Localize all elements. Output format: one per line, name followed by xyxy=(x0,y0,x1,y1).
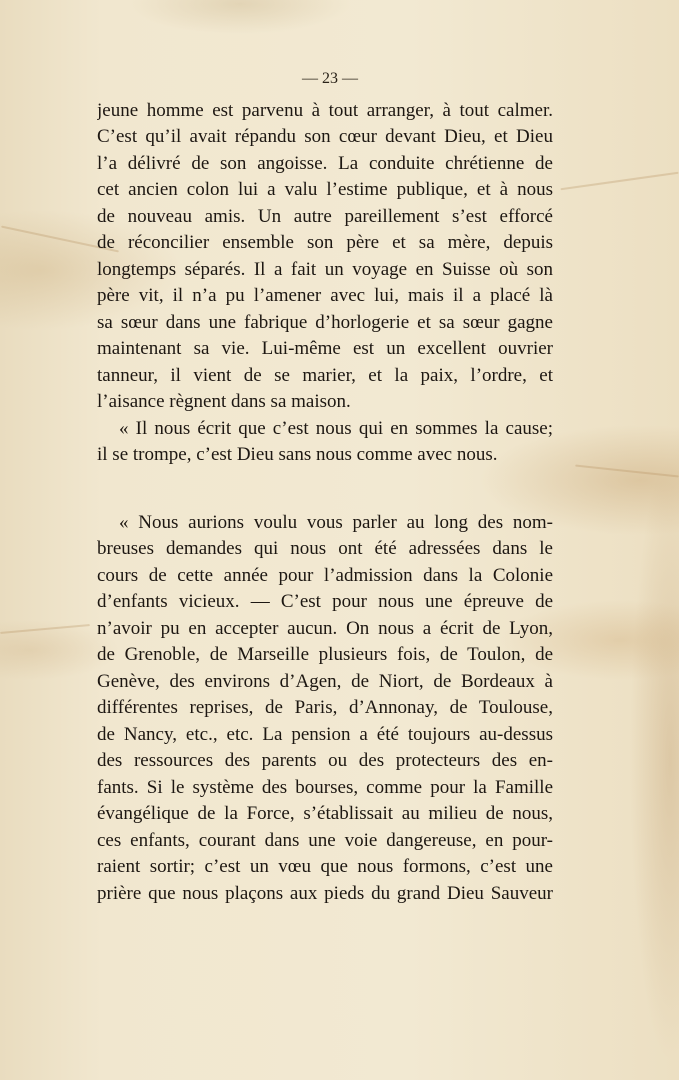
text-line: maintenant sa vie. Lui-même est un excellent ouvrier xyxy=(97,338,553,359)
text-line: prière que nous plaçons aux pieds du grand Dieu Sauveur xyxy=(97,883,553,904)
text-line: père vit, il n’a pu l’amener avec lui, mais il a placé là xyxy=(97,285,553,306)
text-line: différentes reprises, de Paris, d’Annonay, de Toulouse, xyxy=(97,697,553,718)
text-line: de réconcilier ensemble son père et sa mère, depuis xyxy=(97,232,553,253)
page-number: — 23 — xyxy=(302,70,358,87)
text-line: longtemps séparés. Il a fait un voyage en Suisse où son xyxy=(97,259,553,280)
text-line: de Nancy, etc., etc. La pension a été toujours au-dessus xyxy=(97,724,553,745)
text-line: C’est qu’il avait répandu son cœur devant Dieu, et Dieu xyxy=(97,126,553,147)
text-line: des ressources des parents ou des protecteurs des en- xyxy=(97,750,553,771)
text-line: l’a délivré de son angoisse. La conduite chrétienne de xyxy=(97,153,553,174)
text-line: cours de cette année pour l’admission dans la Colonie xyxy=(97,565,553,586)
text-line: breuses demandes qui nous ont été adressées dans le xyxy=(97,538,553,559)
text-line: il se trompe, c’est Dieu sans nous comme avec nous. xyxy=(97,444,498,465)
text-line: tanneur, il vient de se marier, et la paix, l’ordre, et xyxy=(97,365,553,386)
text-line: l’aisance règnent dans sa maison. xyxy=(97,391,351,412)
text-line: n’avoir pu en accepter aucun. On nous a écrit de Lyon, xyxy=(97,618,553,639)
text-line: d’enfants vicieux. — C’est pour nous une épreuve de xyxy=(97,591,553,612)
text-line: « Il nous écrit que c’est nous qui en sommes la cause; xyxy=(119,418,553,439)
text-line: « Nous aurions voulu vous parler au long des nom- xyxy=(119,512,553,533)
water-stain xyxy=(0,624,90,634)
text-line: Genève, des environs d’Agen, de Niort, de Bordeaux à xyxy=(97,671,553,692)
text-line: fants. Si le système des bourses, comme pour la Famille xyxy=(97,777,553,798)
text-line: jeune homme est parvenu à tout arranger, à tout calmer. xyxy=(97,100,553,121)
text-line: de Grenoble, de Marseille plusieurs fois, de Toulon, de xyxy=(97,644,553,665)
water-stain xyxy=(575,465,679,478)
text-line: ces enfants, courant dans une voie dangereuse, en pour- xyxy=(97,830,553,851)
text-line: raient sortir; c’est un vœu que nous formons, c’est une xyxy=(97,856,553,877)
text-line: évangélique de la Force, s’établissait au milieu de nous, xyxy=(97,803,553,824)
water-stain xyxy=(560,172,678,191)
text-line: de nouveau amis. Un autre pareillement s’est efforcé xyxy=(97,206,553,227)
text-line: cet ancien colon lui a valu l’estime publique, et à nous xyxy=(97,179,553,200)
text-line: sa sœur dans une fabrique d’horlogerie et sa sœur gagne xyxy=(97,312,553,333)
